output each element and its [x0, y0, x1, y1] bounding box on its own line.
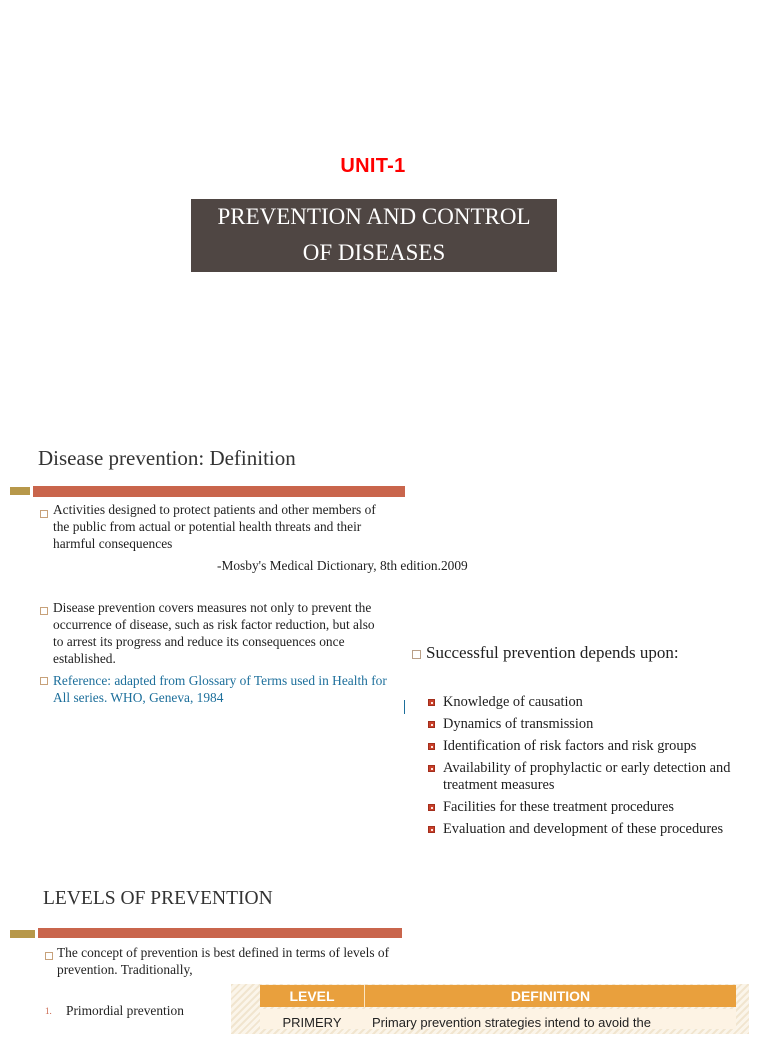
- definition-bullet: [53, 501, 413, 552]
- slide-levels-title: LEVELS OF PREVENTION: [43, 888, 273, 909]
- list-item: Identification of risk factors and risk groups: [428, 738, 763, 755]
- reference-line: Reference: adapted from Glossary of Terms used in Health for: [53, 673, 387, 688]
- prevention-line: established.: [53, 651, 116, 666]
- divider-accent: [10, 930, 35, 938]
- numbered-item-marker: 1.: [45, 1006, 52, 1016]
- text-cursor-icon: [404, 700, 405, 714]
- success-heading: Successful prevention depends upon:: [426, 643, 679, 662]
- slide-definition-title: Disease prevention: Definition: [38, 446, 296, 470]
- bullet-red-square-icon: [428, 826, 435, 833]
- divider-bar: [38, 928, 402, 938]
- reference-line: All series. WHO, Geneva, 1984: [53, 690, 224, 705]
- bullet-square-icon: [40, 677, 48, 685]
- list-item-continuation: treatment measures: [443, 777, 555, 793]
- divider-bar: [33, 486, 405, 497]
- prevention-line: occurrence of disease, such as risk factor reduction, but also: [53, 617, 375, 632]
- reference-bullet: [53, 672, 413, 706]
- bullet-red-square-icon: [428, 765, 435, 772]
- bullet-square-icon: [45, 952, 53, 960]
- bullet-square-icon: [412, 650, 421, 659]
- success-list: [428, 694, 763, 843]
- title-line-1: PREVENTION AND CONTROL: [217, 204, 531, 229]
- title-line-2: OF DISEASES: [302, 240, 446, 265]
- bullet-red-square-icon: [428, 804, 435, 811]
- list-item: Knowledge of causation: [428, 694, 763, 711]
- bullet-square-icon: [40, 607, 48, 615]
- bullet-red-square-icon: [428, 743, 435, 750]
- divider-accent: [10, 487, 30, 495]
- levels-line: The concept of prevention is best defined in terms of levels of: [57, 945, 390, 960]
- citation-mosby: -Mosby's Medical Dictionary, 8th edition.2009: [217, 558, 468, 573]
- unit-heading: UNIT-1: [340, 155, 406, 177]
- list-item: Availability of prophylactic or early detection and treatment measures: [428, 760, 763, 794]
- definition-line: the public from actual or potential health threats and their: [53, 519, 362, 534]
- bullet-red-square-icon: [428, 721, 435, 728]
- definition-line: Activities designed to protect patients and other members of: [53, 502, 376, 517]
- levels-bullet: [57, 944, 407, 978]
- levels-table-header: [260, 985, 736, 1007]
- definition-line: harmful consequences: [53, 536, 173, 551]
- list-item: Facilities for these treatment procedures: [428, 799, 763, 816]
- list-item: Evaluation and development of these procedures: [428, 821, 763, 838]
- bullet-red-square-icon: [428, 699, 435, 706]
- cell-level: PRIMERY: [282, 1015, 342, 1030]
- header-level: LEVEL: [260, 985, 365, 1007]
- table-row: [260, 1009, 736, 1029]
- document-title: [191, 199, 557, 272]
- numbered-item-label: Primordial prevention: [66, 1003, 184, 1018]
- cell-definition: Primary prevention strategies intend to avoid the: [372, 1015, 651, 1030]
- levels-line: prevention. Traditionally,: [57, 962, 193, 977]
- prevention-line: Disease prevention covers measures not only to prevent the: [53, 600, 372, 615]
- list-item: Dynamics of transmission: [428, 716, 763, 733]
- header-definition: DEFINITION: [510, 988, 591, 1004]
- prevention-line: to arrest its progress and reduce its consequences once: [53, 634, 345, 649]
- bullet-square-icon: [40, 510, 48, 518]
- prevention-bullet: [53, 599, 413, 667]
